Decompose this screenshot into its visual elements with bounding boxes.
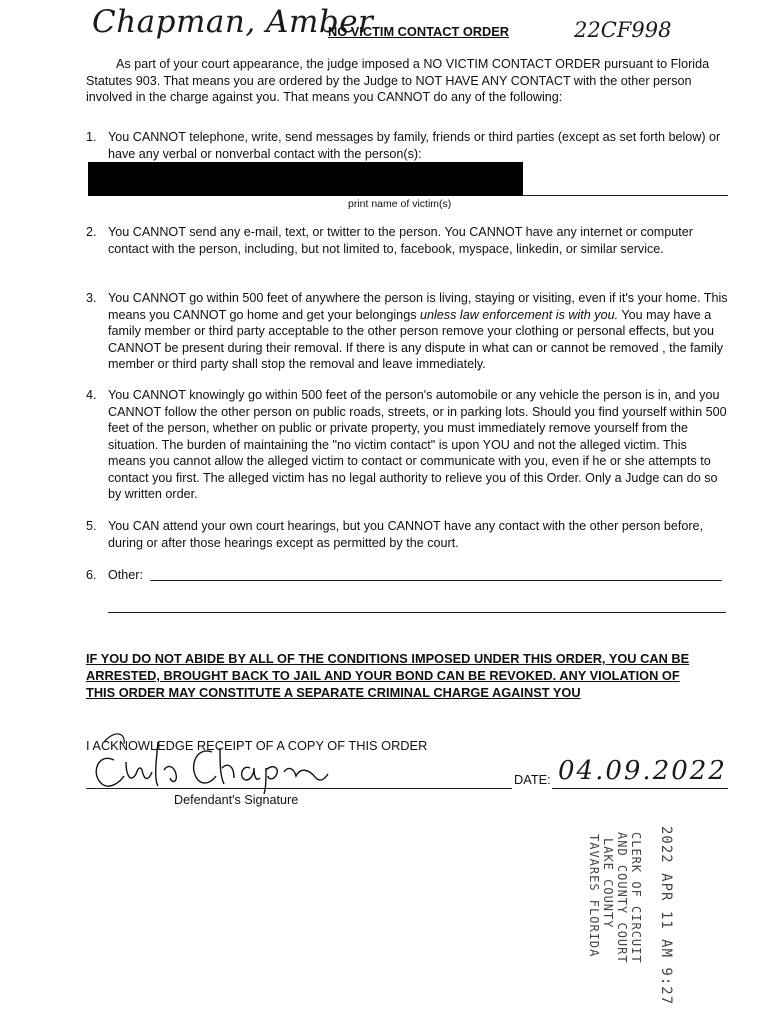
acknowledge-text: I ACKNOWLEDGE RECEIPT OF A COPY OF THIS ORDER [86,738,428,753]
item-1-text: You CANNOT telephone, write, send messages by family, friends or third parties (except as set forth below) or have any verbal or nonverbal contact with the person(s): [108,130,721,161]
page-title: NO VICTIM CONTACT ORDER [328,24,510,39]
stamp-line-2: CLERK OF CIRCUIT [629,832,643,964]
item-3-text-after: You may have a family member or third party acceptable to the other person remove your clothing or personal effects, but you CANNOT be present during their removal. If there is any dispute in what can or cannot be removed , the family member or third party shall stop the removal and leave immediately. [108,307,724,371]
warning-line-1: IF YOU DO NOT ABIDE BY ALL OF THE CONDITIONS IMPOSED UNDER THIS ORDER, YOU CAN BE [86,651,690,666]
item-number: 2. [86,225,97,239]
warning-line-2: ARRESTED, BROUGHT BACK TO JAIL AND YOUR BOND CAN BE REVOKED. ANY VIOLATION OF [86,668,680,683]
item-number: 5. [86,519,97,533]
stamp-line-5: TAVARES FLORIDA [587,834,601,958]
date-label: DATE: [514,772,551,787]
handwritten-case-number: 22CF998 [574,18,672,42]
item-number: 1. [86,130,97,144]
item-3-text-before: You CANNOT go within 500 feet of anywhere the person is living, staying or visiting, even if it's your home. This means you CANNOT go home and get your belongings [108,291,728,322]
defendant-signature [84,722,344,794]
intro-text: As part of your court appearance, the judge imposed a NO VICTIM CONTACT ORDER pursuant to Florida Statutes 903. That means you are ordered by the Judge to NOT HAVE ANY CONTACT with the other person involved in the charge against you. That means you CANNOT do any of the following: [86,57,710,104]
stamp-line-3: AND COUNTY COURT [615,832,629,964]
date-line [552,788,728,789]
item-4-text: You CANNOT knowingly go within 500 feet of the person's automobile or any vehicle the person is in, and you CANNOT follow the other person on public roads, streets, or in parking lots. Should you find yourself within 500 feet of the person, whether on public or private property, you must immediately remove yourself from the situation. The burden of maintaining the "no victim contact" is upon YOU and not the alleged victim. This means you cannot allow the alleged victim to contact or communicate with you, even if he or she attempts to contact you first. The alleged victim has no legal authority to relieve you of this Order. Only a Judge can do so by written order. [108,388,727,501]
victim-name-line [523,195,728,196]
date-value: 04.09.2022 [558,756,727,786]
item-number: 4. [86,388,97,402]
stamp-line-4: LAKE COUNTY [601,838,615,929]
warning-line-3: THIS ORDER MAY CONSTITUTE A SEPARATE CRIMINAL CHARGE AGAINST YOU [86,685,581,700]
stamp-line-1: 2022 APR 11 AM 9:27 [658,826,674,1006]
item-2-text: You CANNOT send any e-mail, text, or twitter to the person. You CANNOT have any internet or computer contact with the person, including, but not limited to, facebook, myspace, linkedin, or similar service. [108,225,693,256]
clerk-filing-stamp [570,826,674,1006]
other-label: Other: [108,568,143,582]
other-line-1 [150,580,722,581]
item-3-text-italic: unless law enforcement is with you. [420,307,619,322]
signature-caption: Defendant's Signature [174,793,299,807]
item-number: 3. [86,291,97,305]
intro-paragraph [86,56,728,106]
item-5-text: You CAN attend your own court hearings, but you CANNOT have any contact with the other person before, during or after those hearings except as permitted by the court. [108,519,704,550]
item-number: 6. [86,568,97,582]
victim-name-redaction [88,162,523,196]
other-line-2 [108,612,726,613]
victim-name-caption: print name of victim(s) [348,198,452,210]
signature-line [86,788,512,789]
item-3-text [108,290,728,373]
handwritten-defendant-name: Chapman, Amber [92,4,374,40]
